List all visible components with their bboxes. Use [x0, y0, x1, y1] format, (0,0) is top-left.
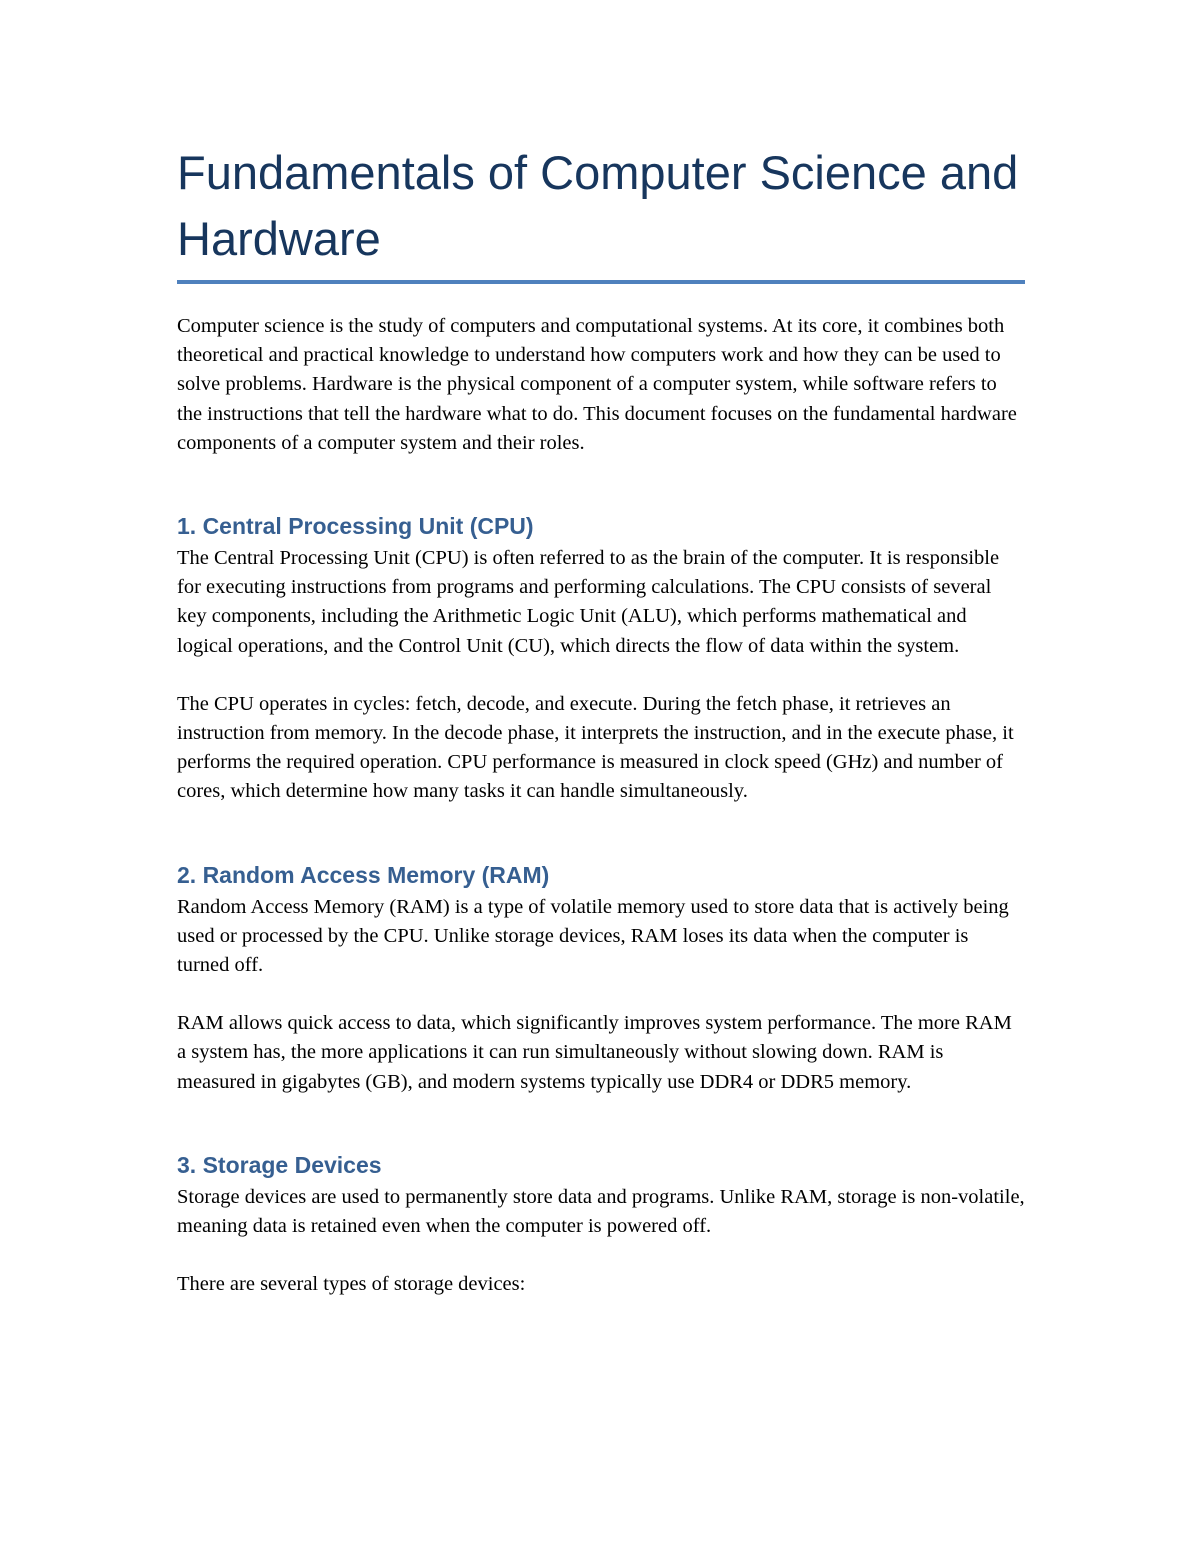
cpu-paragraph-1: The Central Processing Unit (CPU) is often referred to as the brain of the computer. It is responsible for executing instructions from programs and performing calculations. The CPU consists of several key components, including the Arithmetic Logic Unit (ALU), which performs mathematical and logical operations, and the Control Unit (CU), which directs the flow of data within the system.: [177, 547, 1000, 657]
title-underline-rule: [177, 280, 1025, 284]
storage-paragraph-2: There are several types of storage devices:: [177, 1273, 526, 1296]
storage-paragraph-1: Storage devices are used to permanently store data and programs. Unlike RAM, storage is non-volatile, meaning data is retained even when the computer is powered off.: [177, 1185, 1025, 1238]
ram-paragraph-1: Random Access Memory (RAM) is a type of volatile memory used to store data that is actively being used or processed by the CPU. Unlike storage devices, RAM loses its data when the computer is turned off.: [177, 895, 1009, 977]
ram-paragraph-2: RAM allows quick access to data, which significantly improves system performance. The more RAM a system has, the more applications it can run simultaneously without slowing down. RAM is measured in gigabytes (GB), and modern systems typically use DDR4 or DDR5 memory.: [177, 1012, 1012, 1093]
intro-paragraph: Computer science is the study of computers and computational systems. At its core, it combines both theoretical and practical knowledge to understand how computers work and how they can be used to solve problems. Hardware is the physical component of a computer system, while software refers to the instructions that tell the hardware what to do. This document focuses on the fundamental hardware components of a computer system and their roles.: [177, 315, 1017, 454]
section-heading-storage: 3. Storage Devices: [177, 1151, 382, 1178]
section-heading-ram: 2. Random Access Memory (RAM): [177, 861, 550, 888]
section-heading-cpu: 1. Central Processing Unit (CPU): [177, 513, 534, 540]
cpu-paragraph-2: The CPU operates in cycles: fetch, decode, and execute. During the fetch phase, it retrieves an instruction from memory. In the decode phase, it interprets the instruction, and in the execute phase, it performs the required operation. CPU performance is measured in clock speed (GHz) and number of cores, which determine how many tasks it can handle simultaneously.: [177, 692, 1014, 803]
document-body: [177, 140, 1025, 1328]
document-title: Fundamentals of Computer Science and Hardware: [177, 146, 1019, 265]
